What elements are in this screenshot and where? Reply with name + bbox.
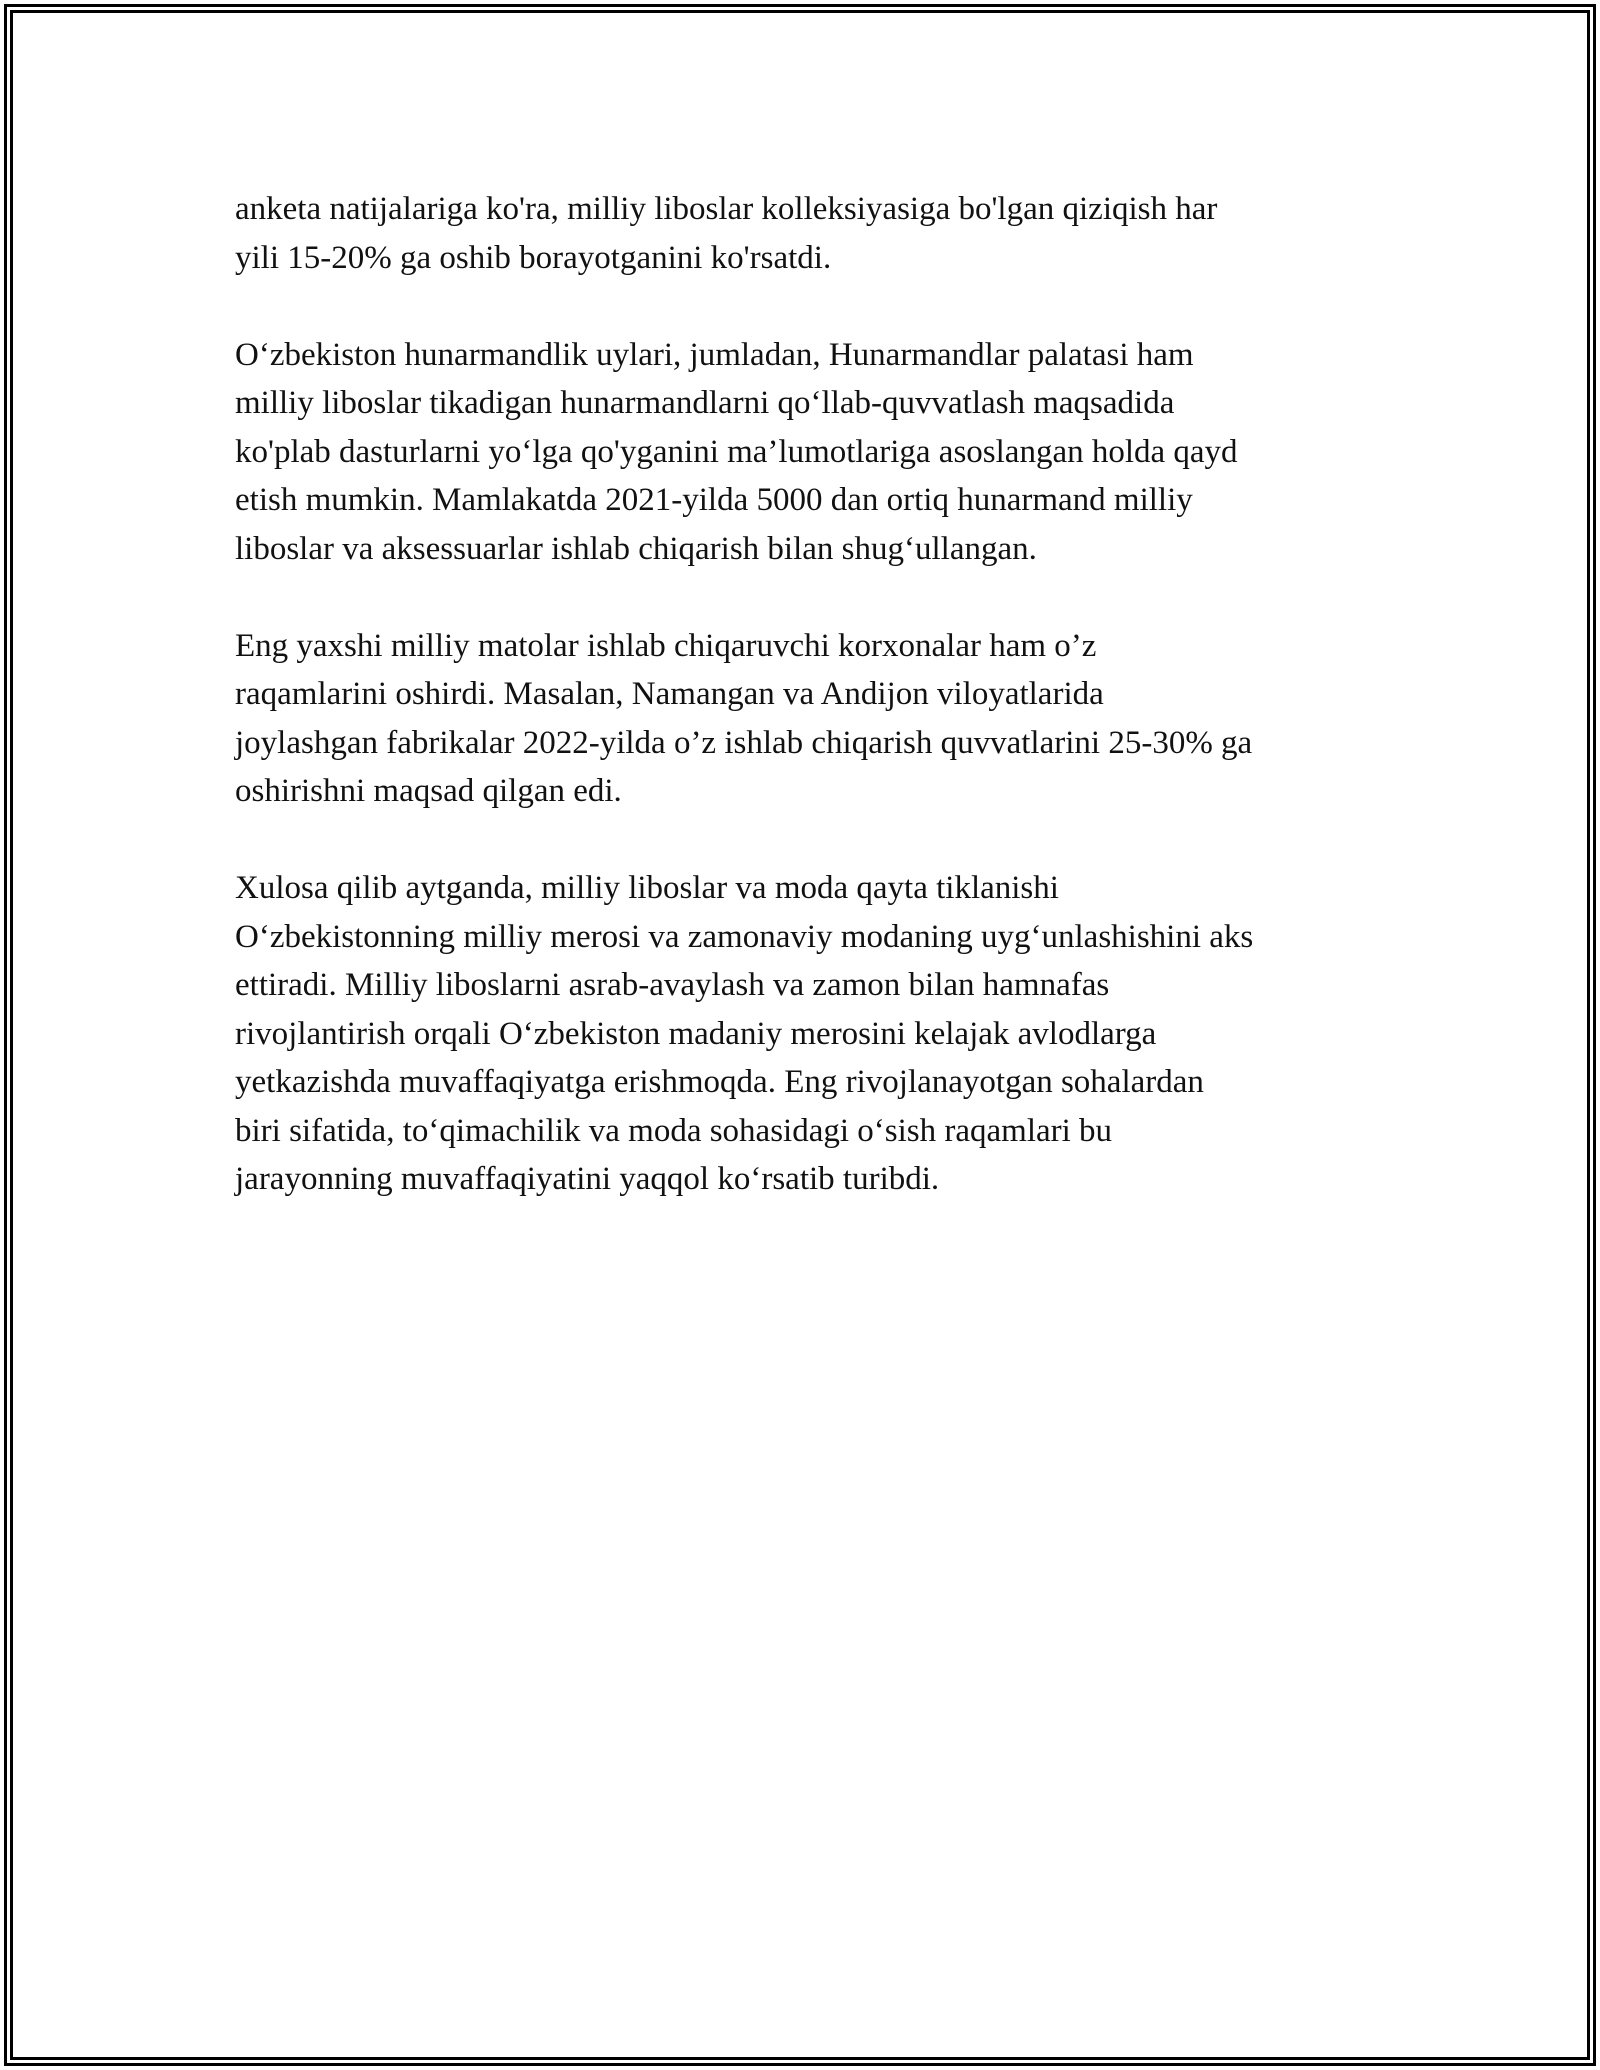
- text-line: ettiradi. Milliy liboslarni asrab-avaylash va zamon bilan hamnafas: [235, 967, 1110, 1003]
- text-line: liboslar va aksessuarlar ishlab chiqarish bilan shug‘ullangan.: [235, 530, 1037, 567]
- paragraph: [235, 864, 1415, 1204]
- text-line: rivojlantirish orqali O‘zbekiston madaniy merosini kelajak avlodlarga: [235, 1015, 1157, 1052]
- text-line: anketa natijalariga ko'ra, milliy liboslar kolleksiyasiga bo'lgan qiziqish har: [235, 191, 1218, 227]
- paragraph: [235, 331, 1415, 574]
- text-line: yetkazishda muvaffaqiyatga erishmoqda. Eng rivojlanayotgan sohalardan: [235, 1064, 1204, 1100]
- paragraph: [235, 622, 1415, 816]
- text-line: yili 15-20% ga oshib borayotganini ko'rsatdi.: [235, 239, 832, 276]
- text-line: oshirishni maqsad qilgan edi.: [235, 773, 622, 809]
- text-line: ko'plab dasturlarni yo‘lga qo'yganini ma’lumotlariga asoslangan holda qayd: [235, 433, 1238, 470]
- text-line: O‘zbekistonning milliy merosi va zamonaviy modaning uyg‘unlashishini aks: [235, 918, 1254, 955]
- text-line: Eng yaxshi milliy matolar ishlab chiqaruvchi korxonalar ham o’z: [235, 627, 1097, 664]
- text-line: raqamlarini oshirdi. Masalan, Namangan va Andijon viloyatlarida: [235, 676, 1104, 712]
- document-body: [235, 185, 1415, 1252]
- text-line: O‘zbekiston hunarmandlik uylari, jumladan, Hunarmandlar palatasi ham: [235, 336, 1194, 373]
- text-line: milliy liboslar tikadigan hunarmandlarni qo‘llab-quvvatlash maqsadida: [235, 385, 1175, 421]
- text-line: etish mumkin. Mamlakatda 2021-yilda 5000 dan ortiq hunarmand milliy: [235, 482, 1193, 518]
- text-line: Xulosa qilib aytganda, milliy liboslar va moda qayta tiklanishi: [235, 870, 1059, 906]
- text-line: joylashgan fabrikalar 2022-yilda o’z ishlab chiqarish quvvatlarini 25-30% ga: [235, 724, 1253, 761]
- text-line: biri sifatida, to‘qimachilik va moda sohasidagi o‘sish raqamlari bu: [235, 1112, 1113, 1149]
- text-line: jarayonning muvaffaqiyatini yaqqol ko‘rsatib turibdi.: [235, 1161, 940, 1197]
- paragraph: [235, 185, 1415, 282]
